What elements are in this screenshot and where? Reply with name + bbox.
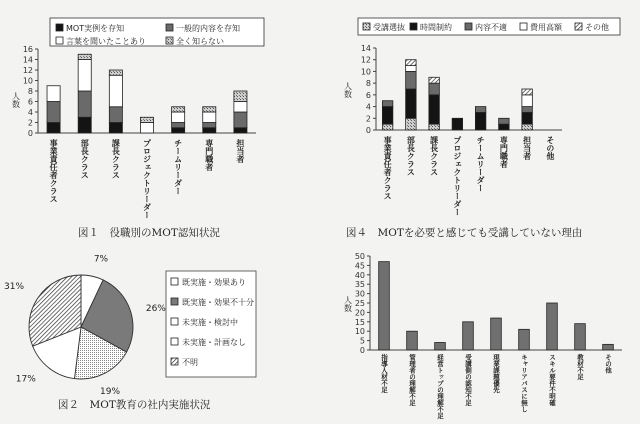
fig4-y-tick-label: 6	[365, 90, 371, 100]
fig4-y-tick-label: 0	[365, 126, 371, 135]
fig1-bar-segment	[47, 102, 60, 123]
fig5-category-labels	[380, 353, 612, 421]
fig5-category-label: 経営トップの理解不足	[436, 354, 444, 419]
fig1-bar-segment	[78, 117, 91, 133]
fig1-bar-segment	[203, 107, 216, 112]
fig1-category-label: 専門職者	[204, 139, 214, 171]
fig5-bar	[519, 329, 530, 350]
fig1-legend-swatch	[56, 37, 63, 44]
fig1-category-label: 部長クラス	[80, 139, 90, 179]
fig1-bar-segment	[234, 102, 247, 113]
fig4-category-label: 担当者	[522, 136, 532, 160]
fig2-legend-swatch	[171, 278, 178, 285]
fig4-legend-swatch	[575, 23, 582, 30]
fig4-y-tick-label: 2	[365, 114, 371, 124]
fig4-category-label: チームリーダー	[476, 136, 486, 192]
fig4-bar-segment	[382, 124, 392, 130]
fig2-legend-swatch	[171, 338, 178, 345]
fig5-bar	[379, 262, 390, 350]
fig1-bar-segment	[172, 112, 185, 123]
fig1-y-tick-label: 0	[27, 129, 33, 138]
fig1-ylabel: 人数	[11, 92, 21, 108]
fig5-category-label: 教材不足	[576, 354, 584, 380]
fig5-y-tick-label: 10	[354, 327, 365, 337]
fig1-category-label: チームリーダー	[173, 139, 183, 195]
fig4-bar-segment	[429, 83, 439, 95]
fig5-y-tick-label: 35	[354, 280, 365, 290]
fig4-bar-segment	[522, 112, 532, 124]
fig5-bar	[463, 322, 474, 350]
fig2-pie	[29, 275, 133, 379]
fig5-bar	[407, 331, 418, 350]
fig1-bar-segment	[140, 123, 153, 134]
fig5-y-tick-label: 45	[354, 261, 365, 271]
fig1-chart	[12, 18, 265, 239]
fig5-category-label: キャリアパスに無し	[520, 354, 528, 413]
fig5-bars	[379, 262, 614, 350]
fig4-bar-segment	[429, 77, 439, 83]
fig1-y-tick-label: 10	[22, 76, 33, 86]
fig1-legend-label: 言葉を聞いたことあり	[66, 37, 146, 46]
fig4-category-label: プロジェクトリーダー	[452, 136, 462, 216]
fig4-bar-segment	[406, 60, 416, 66]
fig1-bar-segment	[140, 117, 153, 122]
fig1-category-labels	[48, 138, 245, 219]
fig2-slice-label: 31%	[4, 282, 25, 293]
fig4-y-tick-label: 14	[360, 44, 371, 53]
fig2-legend-label: 未実施・計画なし	[182, 338, 246, 347]
fig4-bar-segment	[522, 95, 532, 107]
fig1-y-tick-label: 4	[27, 108, 33, 117]
fig1-bar-segment	[234, 128, 247, 133]
fig5-category-label: スキル要件不明確	[548, 354, 556, 406]
fig1-category-label: 課長クラス	[111, 139, 121, 179]
fig4-legend-swatch	[363, 23, 370, 30]
fig5-category-label: 指導人材不足	[380, 354, 388, 393]
fig5-bar	[603, 344, 614, 350]
fig4-category-labels	[382, 135, 555, 216]
fig1-bar-segment	[109, 70, 122, 75]
fig4-category-label: 課長クラス	[429, 136, 439, 176]
fig5-y-tick-label: 0	[359, 346, 365, 355]
fig4-bar-segment	[429, 95, 439, 124]
fig1-category-label: プロジェクトリーダー	[142, 139, 152, 219]
fig2-chart	[4, 255, 256, 411]
fig4-bar-segment	[522, 124, 532, 130]
fig1-bar-segment	[109, 75, 122, 107]
fig1-legend-label: MOT実例を存知	[66, 24, 125, 33]
fig1-bar-segment	[78, 60, 91, 92]
fig1-category-label: 担当者	[235, 139, 245, 163]
fig2-legend-label: 未実施・検討中	[182, 318, 238, 327]
fig1-bar-segment	[47, 86, 60, 102]
fig1-legend-swatch	[166, 24, 173, 31]
fig5-y-tick-label: 50	[354, 252, 365, 261]
fig4-bar-segment	[406, 66, 416, 72]
fig4-legend-swatch	[410, 23, 417, 30]
fig4-chart	[344, 18, 621, 239]
fig1-y-tick-label: 2	[27, 118, 33, 128]
fig2-slice-label: 17%	[15, 374, 36, 385]
fig5-category-label: 現業課題優先	[492, 354, 500, 393]
fig4-category-label: 事業責任者クラス	[383, 136, 393, 200]
fig1-legend-swatch	[56, 24, 63, 31]
fig2-legend-swatch	[171, 358, 178, 365]
fig4-y-tick-label: 8	[365, 79, 371, 89]
fig5-bar	[575, 324, 586, 350]
fig4-bar-segment	[475, 112, 485, 130]
fig4-legend-label: その他	[585, 23, 609, 32]
fig4-bar-segment	[406, 118, 416, 130]
fig4-y-tick-label: 10	[360, 67, 371, 77]
fig1-y-tick-label: 6	[27, 97, 33, 107]
fig1-bar-segment	[109, 107, 122, 123]
fig5-category-label: 管理者の理解不足	[408, 354, 416, 406]
fig4-category-label: その他	[545, 136, 555, 160]
fig4-caption: 図４ MOTを必要と感じても受講していない理由	[346, 227, 583, 239]
fig5-chart	[344, 252, 623, 420]
fig5-category-label: 受講側の認知不足	[464, 354, 472, 406]
fig4-bar-segment	[499, 118, 509, 124]
fig5-category-label: その他	[604, 354, 612, 374]
fig4-legend-label: 費用高額	[530, 23, 562, 32]
fig4-legend-label: 時間制約	[420, 23, 452, 32]
fig1-legend-label: 全く知らない	[176, 37, 224, 46]
fig4-legend-swatch	[520, 23, 527, 30]
fig2-legend-swatch	[171, 318, 178, 325]
fig4-category-label: 部長クラス	[406, 136, 416, 176]
fig5-y-tick-label: 25	[354, 299, 365, 308]
fig5-bar	[547, 303, 558, 350]
fig4-legend-label: 受講選抜	[373, 23, 405, 32]
fig5-ylabel: 人数	[343, 296, 353, 312]
fig1-bar-segment	[172, 128, 185, 133]
fig4-bar-segment	[382, 107, 392, 125]
fig2-legend-label: 不明	[182, 358, 198, 367]
fig2-slice-label: 7%	[93, 254, 109, 265]
fig4-category-label: 専門職者	[499, 136, 509, 168]
fig4-bar-segment	[406, 89, 416, 118]
fig1-bar-segment	[78, 91, 91, 117]
fig4-bars	[382, 60, 532, 130]
fig5-y-tick-label: 15	[354, 317, 365, 327]
fig1-bars	[47, 54, 247, 133]
fig1-y-tick-label: 8	[27, 87, 33, 96]
fig1-caption: 図１ 役職別のMOT認知状況	[78, 227, 220, 239]
fig5-y-tick-label: 30	[354, 289, 365, 299]
fig2-slice-label: 26%	[145, 304, 166, 315]
fig2-legend-swatch	[171, 298, 178, 305]
fig1-bar-segment	[203, 128, 216, 133]
fig5-y-tick-label: 40	[354, 270, 365, 280]
fig4-bar-segment	[382, 101, 392, 107]
fig1-bar-segment	[203, 112, 216, 123]
fig2-caption: 図２ MOT教育の社内実施状況	[58, 399, 211, 411]
fig4-y-tick-label: 4	[365, 102, 371, 112]
fig4-bar-segment	[429, 124, 439, 130]
fig2-legend-label: 既実施・効果あり	[182, 278, 246, 287]
fig4-legend-swatch	[465, 23, 472, 30]
fig1-bar-segment	[172, 107, 185, 112]
fig4-bar-segment	[499, 124, 509, 130]
fig1-bar-segment	[234, 91, 247, 102]
fig1-legend-swatch	[166, 37, 173, 44]
fig1-bar-segment	[234, 112, 247, 128]
fig5-bar	[435, 342, 446, 350]
fig4-bar-segment	[406, 71, 416, 89]
fig1-bar-segment	[172, 123, 185, 128]
fig4-bar-segment	[522, 89, 532, 95]
fig4-ylabel: 人数	[343, 82, 353, 98]
fig4-bar-segment	[452, 118, 462, 130]
fig4-bar-segment	[522, 107, 532, 113]
fig1-bar-segment	[109, 123, 122, 134]
fig1-bar-segment	[47, 123, 60, 134]
fig4-bar-segment	[475, 107, 485, 113]
fig1-category-label: 事業責任者クラス	[49, 139, 59, 203]
fig1-bar-segment	[203, 123, 216, 128]
fig4-y-tick-label: 12	[360, 55, 371, 65]
fig1-y-tick-label: 14	[22, 55, 33, 65]
fig4-legend-label: 内容不適	[475, 23, 507, 32]
fig1-y-tick-label: 12	[22, 66, 33, 75]
fig1-y-tick-label: 16	[22, 45, 33, 54]
fig2-legend-label: 既実施・効果不十分	[182, 298, 254, 307]
fig5-bar	[491, 318, 502, 350]
fig5-y-tick-label: 20	[354, 308, 365, 318]
fig1-legend-label: 一般的内容を存知	[176, 24, 240, 33]
fig2-slice-label: 19%	[100, 387, 121, 398]
fig1-bar-segment	[78, 54, 91, 59]
fig5-y-tick-label: 5	[359, 336, 365, 346]
